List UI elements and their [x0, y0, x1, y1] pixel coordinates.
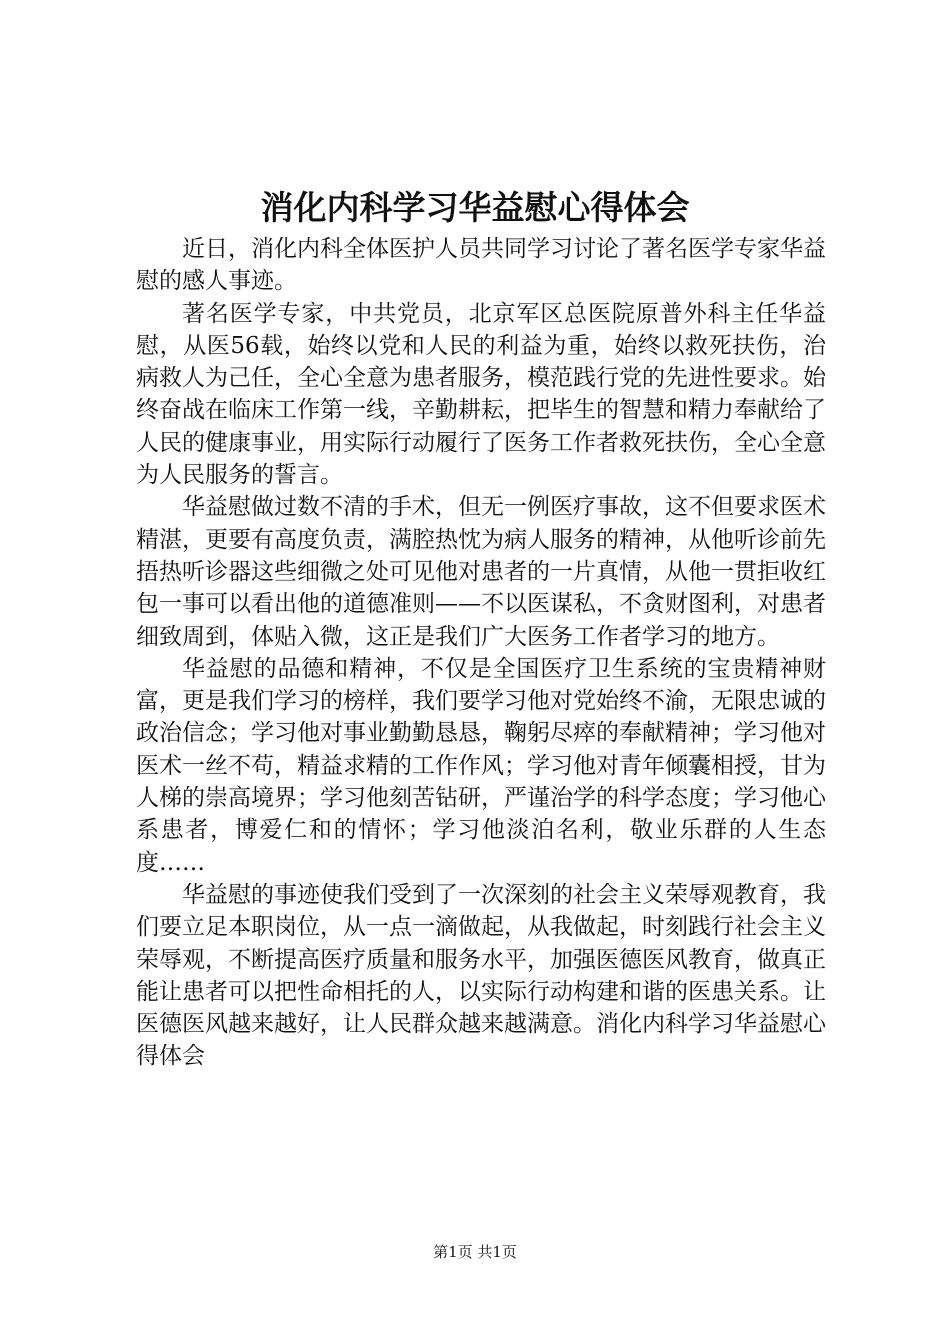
- page-footer: 第1页 共1页: [433, 1243, 517, 1261]
- document-title: 消化内科学习华益慰心得体会: [260, 188, 690, 227]
- paragraph: 近日，消化内科全体医护人员共同学习讨论了著名医学专家华益慰的感人事迹。: [136, 236, 826, 295]
- paragraph: 华益慰的事迹使我们受到了一次深刻的社会主义荣辱观教育，我们要立足本职岗位，从一点一滴做起，从我做起，时刻践行社会主义荣辱观，不断提高医疗质量和服务水平，加强医德医风教育，做真正能让患者可以把性命相托的人，以实际行动构建和谐的医患关系。让医德医风越来越好，让人民群众越来越满意。消化内科学习华益慰心得体会: [136, 881, 826, 1070]
- document-body: [136, 233, 826, 1073]
- paragraph: 华益慰的品德和精神，不仅是全国医疗卫生系统的宝贵精神财富，更是我们学习的榜样，我们要学习他对党始终不渝，无限忠诚的政治信念；学习他对事业勤勤恳恳，鞠躬尽瘁的奉献精神；学习他对医术一丝不苟，精益求精的工作作风；学习他对青年倾囊相授，甘为人梯的崇高境界；学习他刻苦钻研，严谨治学的科学态度；学习他心系患者，博爱仁和的情怀；学习他淡泊名利，敬业乐群的人生态度……: [136, 655, 826, 876]
- paragraph: 华益慰做过数不清的手术，但无一例医疗事故，这不但要求医术精湛，更要有高度负责，满腔热忱为病人服务的精神，从他听诊前先捂热听诊器这些细微之处可见他对患者的一片真情，从他一贯拒收红包一事可以看出他的道德准则——不以医谋私，不贪财图利，对患者细致周到，体贴入微，这正是我们广大医务工作者学习的地方。: [136, 494, 826, 650]
- paragraph: 著名医学专家，中共党员，北京军区总医院原普外科主任华益慰，从医56载，始终以党和人民的利益为重，始终以救死扶伤，治病救人为己任，全心全意为患者服务，模范践行党的先进性要求。始终奋战在临床工作第一线，辛勤耕耘，把毕生的智慧和精力奉献给了人民的健康事业，用实际行动履行了医务工作者救死扶伤，全心全意为人民服务的誓言。: [136, 300, 826, 489]
